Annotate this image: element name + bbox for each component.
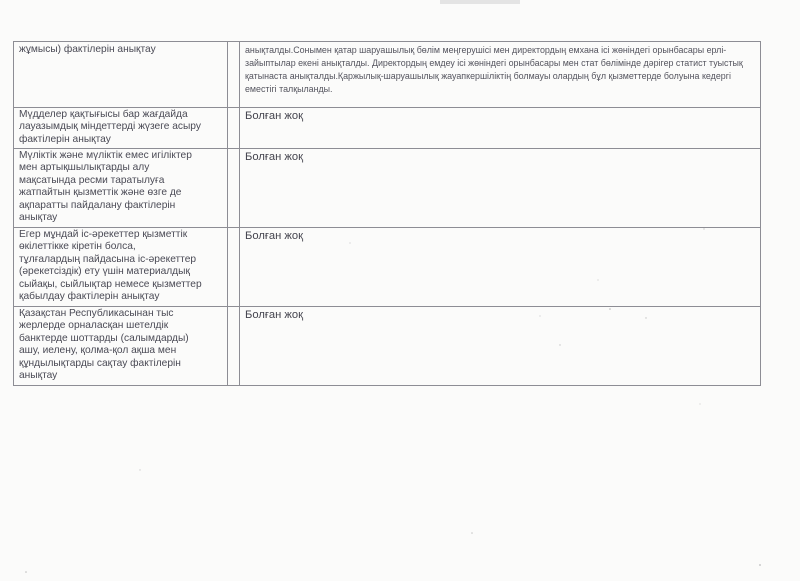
finding-text: анықталды.Сонымен қатар шаруашылық бөлім меңгерушісі мен директордың емхана ісі жөніндегі орынбасары ерлі-зайыптылар екені анықталды. Директордың емдеу ісі жөніндегі орынбасары мен стат бөлімінде дәрігер статист туыстық қатынаста анықталды.Қаржылық-шаруашылық жауапкершіліктің болмауы олардың бұл қызметтерде болуына кедергі еместігі талқыланды. — [245, 45, 743, 94]
finding-cell — [240, 108, 761, 149]
blank-cell — [228, 149, 240, 228]
finding-text: Болған жоқ — [245, 151, 304, 163]
criterion-cell — [14, 42, 228, 108]
finding-text: Болған жоқ — [245, 230, 304, 242]
finding-cell — [240, 228, 761, 307]
finding-cell — [240, 307, 761, 386]
finding-cell — [240, 42, 761, 108]
criterion-label: Қазақстан Республикасынан тыс жерлерде орналасқан шетелдік банктерде шоттарды (салымдарды) ашу, иелену, қолма-қол ақша мен құндылықтарды сақтау фактілерін анықтау — [19, 308, 189, 382]
finding-cell — [240, 149, 761, 228]
table-row — [14, 149, 761, 228]
table-row — [14, 42, 761, 108]
table-row — [14, 307, 761, 386]
criterion-cell — [14, 149, 228, 228]
blank-cell — [228, 307, 240, 386]
blank-cell — [228, 42, 240, 108]
criterion-cell — [14, 108, 228, 149]
criterion-label: Мүліктік және мүліктік емес игіліктер мен артықшылықтарды алу мақсатында ресми таратылуға жатпайтын қызметтік және өзге де ақпаратты пайдалану фактілерін анықтау — [19, 150, 192, 224]
blank-cell — [228, 108, 240, 149]
audit-table — [13, 41, 761, 386]
criterion-cell — [14, 307, 228, 386]
blank-cell — [228, 228, 240, 307]
criterion-label: Мүдделер қақтығысы бар жағдайда лауазымдық міндеттерді жүзеге асыру фактілерін анықтау — [19, 109, 201, 145]
criterion-cell — [14, 228, 228, 307]
table-row — [14, 108, 761, 149]
finding-text: Болған жоқ — [245, 309, 304, 321]
finding-text: Болған жоқ — [245, 110, 304, 122]
table-row — [14, 228, 761, 307]
criterion-label: жұмысы) фактілерін анықтау — [19, 44, 156, 55]
criterion-label: Егер мұндай іс-әрекеттер қызметтік өкілеттікке кіретін болса, тұлғалардың пайдасына іс-әрекеттер (әрекетсіздік) ету үшін материалдық сыйақы, сыйлықтар немесе қызметтер қабылдау фактілерін анықтау — [19, 229, 202, 303]
